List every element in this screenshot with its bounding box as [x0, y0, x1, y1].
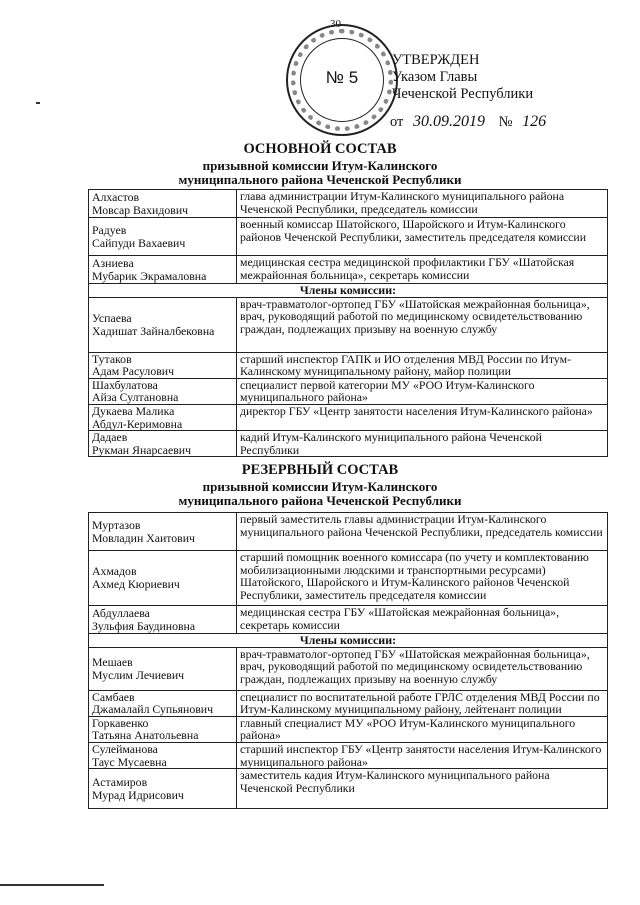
roster-row	[89, 716, 608, 742]
main-roster-table	[88, 189, 608, 457]
member-name-cell	[89, 190, 237, 218]
number-value: 126	[522, 113, 547, 130]
member-surname: Астамиров	[92, 775, 148, 790]
members-heading-row	[89, 284, 608, 298]
member-surname: Радуев	[92, 222, 127, 237]
main-title: ОСНОВНОЙ СОСТАВ	[243, 141, 397, 157]
member-name-cell	[89, 647, 237, 690]
member-surname: Шахбулатова	[92, 378, 158, 392]
roster-row	[89, 690, 608, 716]
member-name-cell	[89, 431, 237, 457]
member-position: специалист первой категории МУ «РОО Итум-Калинского муниципального района»	[237, 378, 608, 404]
member-position: кадий Итум-Калинского муниципального района Чеченской Республики	[237, 431, 608, 457]
member-position: военный комиссар Шатойского, Шаройского и Итум-Калинского районов Чеченской Республики, заместитель председателя комиссии	[237, 218, 608, 256]
approval-date-line	[390, 113, 546, 131]
roster-row	[89, 647, 608, 690]
member-surname: Успаева	[92, 311, 132, 325]
member-surname: Самбаев	[92, 690, 135, 704]
reserve-subtitle-2: муниципального района Чеченской Республики	[178, 493, 462, 508]
member-name-cell	[89, 352, 237, 378]
roster-row	[89, 352, 608, 378]
roster-row	[89, 404, 608, 430]
member-name-cell	[89, 378, 237, 404]
main-subtitle-1: призывной комиссии Итум-Калинского	[202, 158, 438, 173]
member-position: глава администрации Итум-Калинского муниципального района Чеченской Республики, председатель комиссии	[237, 190, 608, 218]
member-surname: Тутаков	[92, 352, 132, 366]
roster-row	[89, 606, 608, 634]
official-seal	[286, 24, 398, 136]
member-surname: Муртазов	[92, 517, 141, 532]
member-given-names: Рукман Янарсаевич	[92, 442, 192, 457]
member-surname: Сулейманова	[92, 742, 158, 756]
member-name-cell	[89, 256, 237, 284]
approval-title: УТВЕРЖДЕН	[392, 52, 480, 68]
roster-row	[89, 742, 608, 768]
member-surname: Дадаев	[92, 430, 128, 445]
member-given-names: Абдул-Керимовна	[92, 416, 183, 431]
member-given-names: Мурад Идрисович	[92, 787, 184, 802]
member-position: медицинская сестра медицинской профилактики ГБУ «Шатойская межрайонная больница», секретарь комиссии	[237, 256, 608, 284]
roster-row	[89, 431, 608, 457]
member-position: первый заместитель главы администрации Итум-Калинского муниципального района Чеченской Республики, председатель комиссии	[237, 513, 608, 551]
member-position: врач-травматолог-ортопед ГБУ «Шатойская межрайонная больница», врач, руководящий работой по медицинскому освидетельствованию граждан, подлежащих призыву на военную службу	[237, 647, 608, 690]
roster-row	[89, 513, 608, 551]
member-position: медицинская сестра ГБУ «Шатойская межрайонная больница», секретарь комиссии	[237, 606, 608, 634]
member-name-cell	[89, 551, 237, 606]
member-position: старший помощник военного комиссара (по учету и комплектованию мобилизационными людскими и транспортными ресурсами) Шатойского, Шаройского и Итум-Калинского районов Чеченской Республики, заместитель председателя комиссии	[237, 551, 608, 606]
member-surname: Азниева	[92, 255, 134, 270]
member-position: старший инспектор ГБУ «Центр занятости населения Итум-Калинского муниципального района»	[237, 742, 608, 768]
reserve-roster-table	[88, 512, 608, 809]
member-name-cell	[89, 404, 237, 430]
roster-row	[89, 769, 608, 809]
date-prefix: от	[390, 114, 404, 130]
member-position: врач-травматолог-ортопед ГБУ «Шатойская межрайонная больница», врач, руководящий работой по медицинскому освидетельствованию граждан, подлежащих призыву на военную службу	[237, 297, 608, 352]
member-given-names: Ахмед Кюриевич	[92, 577, 180, 591]
member-given-names: Зульфия Баудиновна	[92, 618, 196, 633]
member-given-names: Таус Мусаевна	[92, 754, 167, 769]
member-given-names: Джамалайл Супьянович	[92, 702, 214, 717]
roster-row	[89, 256, 608, 284]
member-name-cell	[89, 218, 237, 256]
main-subtitle-2: муниципального района Чеченской Республики	[178, 172, 462, 187]
roster-row	[89, 190, 608, 218]
reserve-title: РЕЗЕРВНЫЙ СОСТАВ	[241, 462, 399, 478]
member-given-names: Мубарик Экрамаловна	[92, 268, 207, 283]
member-surname: Мешаев	[92, 655, 133, 669]
member-position: заместитель кадия Итум-Калинского муниципального района Чеченской Республики	[237, 769, 608, 809]
member-position: старший инспектор ГАПК и ИО отделения МВД России по Итум-Калинскому муниципальному району, майор полиции	[237, 352, 608, 378]
roster-row	[89, 218, 608, 256]
member-name-cell	[89, 742, 237, 768]
members-heading-row	[89, 634, 608, 648]
member-surname: Алхастов	[92, 189, 140, 204]
member-given-names: Сайпуди Вахаевич	[92, 235, 186, 250]
number-prefix: №	[498, 114, 513, 130]
approval-decree: Указом Главы	[392, 69, 478, 85]
reserve-section-heading	[0, 463, 640, 508]
member-surname: Дукаева Малика	[92, 404, 175, 418]
roster-row	[89, 378, 608, 404]
member-given-names: Муслим Лечиевич	[92, 667, 185, 682]
member-given-names: Айза Султановна	[92, 390, 179, 405]
member-name-cell	[89, 513, 237, 551]
date-value: 30.09.2019	[413, 113, 486, 130]
scan-mark	[36, 102, 40, 104]
main-section-heading	[0, 142, 640, 187]
member-name-cell	[89, 606, 237, 634]
approval-block	[392, 52, 548, 131]
roster-row	[89, 297, 608, 352]
member-position: главный специалист МУ «РОО Итум-Калинского муниципального района»	[237, 716, 608, 742]
reserve-subtitle-1: призывной комиссии Итум-Калинского	[202, 479, 438, 494]
members-heading: Члены комиссии:	[89, 284, 608, 298]
footer-rule	[0, 884, 104, 886]
member-given-names: Адам Расулович	[92, 364, 175, 379]
stamp-number: № 5	[325, 68, 359, 87]
member-position: директор ГБУ «Центр занятости населения Итум-Калинского района»	[237, 404, 608, 430]
members-heading: Члены комиссии:	[89, 634, 608, 648]
roster-row	[89, 551, 608, 606]
member-name-cell	[89, 716, 237, 742]
member-position: специалист по воспитательной работе ГРЛС отделения МВД России по Итум-Калинскому муниципальному району, лейтенант полиции	[237, 690, 608, 716]
member-surname: Ахмадов	[92, 564, 137, 579]
member-given-names: Хадишат Зайналбековна	[92, 323, 215, 338]
approval-republic: Чеченской Республики	[392, 86, 534, 102]
page-number: 30	[330, 18, 341, 30]
member-given-names: Мовсар Вахидович	[92, 202, 189, 217]
member-name-cell	[89, 690, 237, 716]
member-given-names: Татьяна Анатольевна	[92, 728, 199, 743]
member-name-cell	[89, 769, 237, 809]
member-surname: Горкавенко	[92, 716, 149, 730]
member-surname: Абдуллаева	[92, 605, 150, 620]
member-name-cell	[89, 297, 237, 352]
member-given-names: Мовладин Хаитович	[92, 530, 195, 545]
